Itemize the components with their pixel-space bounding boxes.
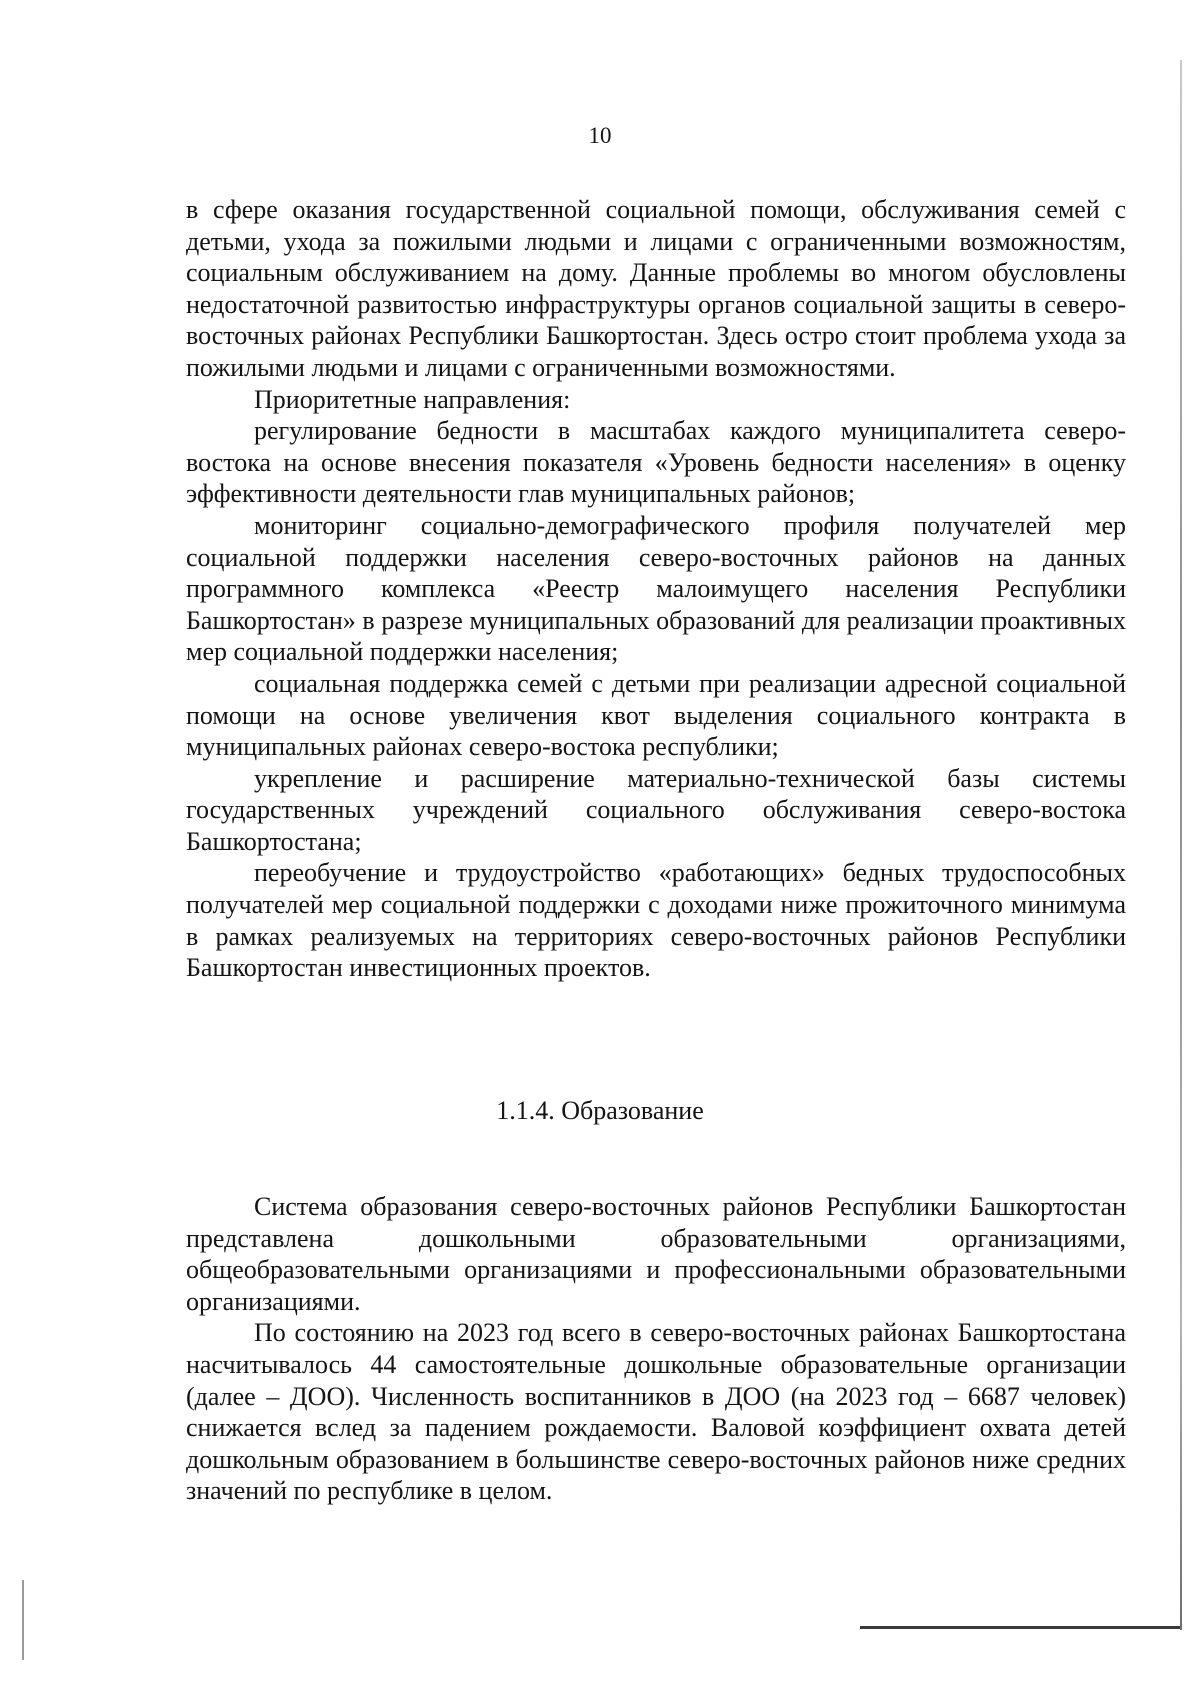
- paragraph: По состоянию на 2023 год всего в северо-восточных районах Башкортостана насчитывалось 44 самостоятельные дошкольные образовательные организации (далее – ДОО). Численность воспитанников в ДОО (на 2023 год – 6687 человек) снижается вслед за падением рождаемости. Валовой коэффициент охвата детей дошкольным образованием в большинстве северо-восточных районов ниже средних значений по республике в целом.: [186, 1318, 1126, 1506]
- scan-edge-line: [22, 1580, 24, 1660]
- list-item: переобучение и трудоустройство «работающих» бедных трудоспособных получателей мер социальной поддержки с доходами ниже прожиточного минимума в рамках реализуемых на территориях северо-восточных районов Республики Башкортостан инвестиционных проектов.: [186, 858, 1126, 983]
- list-item: мониторинг социально-демографического профиля получателей мер социальной поддержки населения северо-восточных районов на данных программного комплекса «Реестр малоимущего населения Республики Башкортостан» в разрезе муниципальных образований для реализации проактивных мер социальной поддержки населения;: [186, 510, 1126, 667]
- paragraph: Приоритетные направления:: [254, 384, 571, 414]
- paragraph: в сфере оказания государственной социальной помощи, обслуживания семей с детьми, ухода за пожилыми людьми и лицами с ограниченными возможностям, социальным обслуживанием на дому. Данные проблемы во многом обусловлены недостаточной развитостью инфраструктуры органов социальной защиты в северо-восточных районах Республики Башкортостан. Здесь остро стоит проблема ухода за пожилыми людьми и лицами с ограниченными возможностями.: [186, 195, 1126, 382]
- scan-edge-line: [1180, 60, 1182, 1630]
- list-item: регулирование бедности в масштабах каждого муниципалитета северо-востока на основе внесения показателя «Уровень бедности населения» в оценку эффективности деятельности глав муниципальных районов;: [186, 416, 1126, 509]
- paragraph: Система образования северо-восточных районов Республики Башкортостан представлена дошкольными образовательными организациями, общеобразовательными организациями и профессиональными образовательными организациями.: [186, 1192, 1126, 1316]
- body-text-social-protection: [186, 194, 1126, 984]
- list-item: укрепление и расширение материально-технической базы системы государственных учреждений социального обслуживания северо-востока Башкортостана;: [186, 763, 1126, 856]
- scan-edge-line: [860, 1626, 1180, 1629]
- list-item: социальная поддержка семей с детьми при реализации адресной социальной помощи на основе увеличения квот выделения социального контракта в муниципальных районах северо-востока республики;: [186, 668, 1126, 762]
- page-number: 10: [588, 123, 612, 148]
- body-text-education: [186, 1191, 1126, 1507]
- section-heading: 1.1.4. Образование: [496, 1096, 704, 1125]
